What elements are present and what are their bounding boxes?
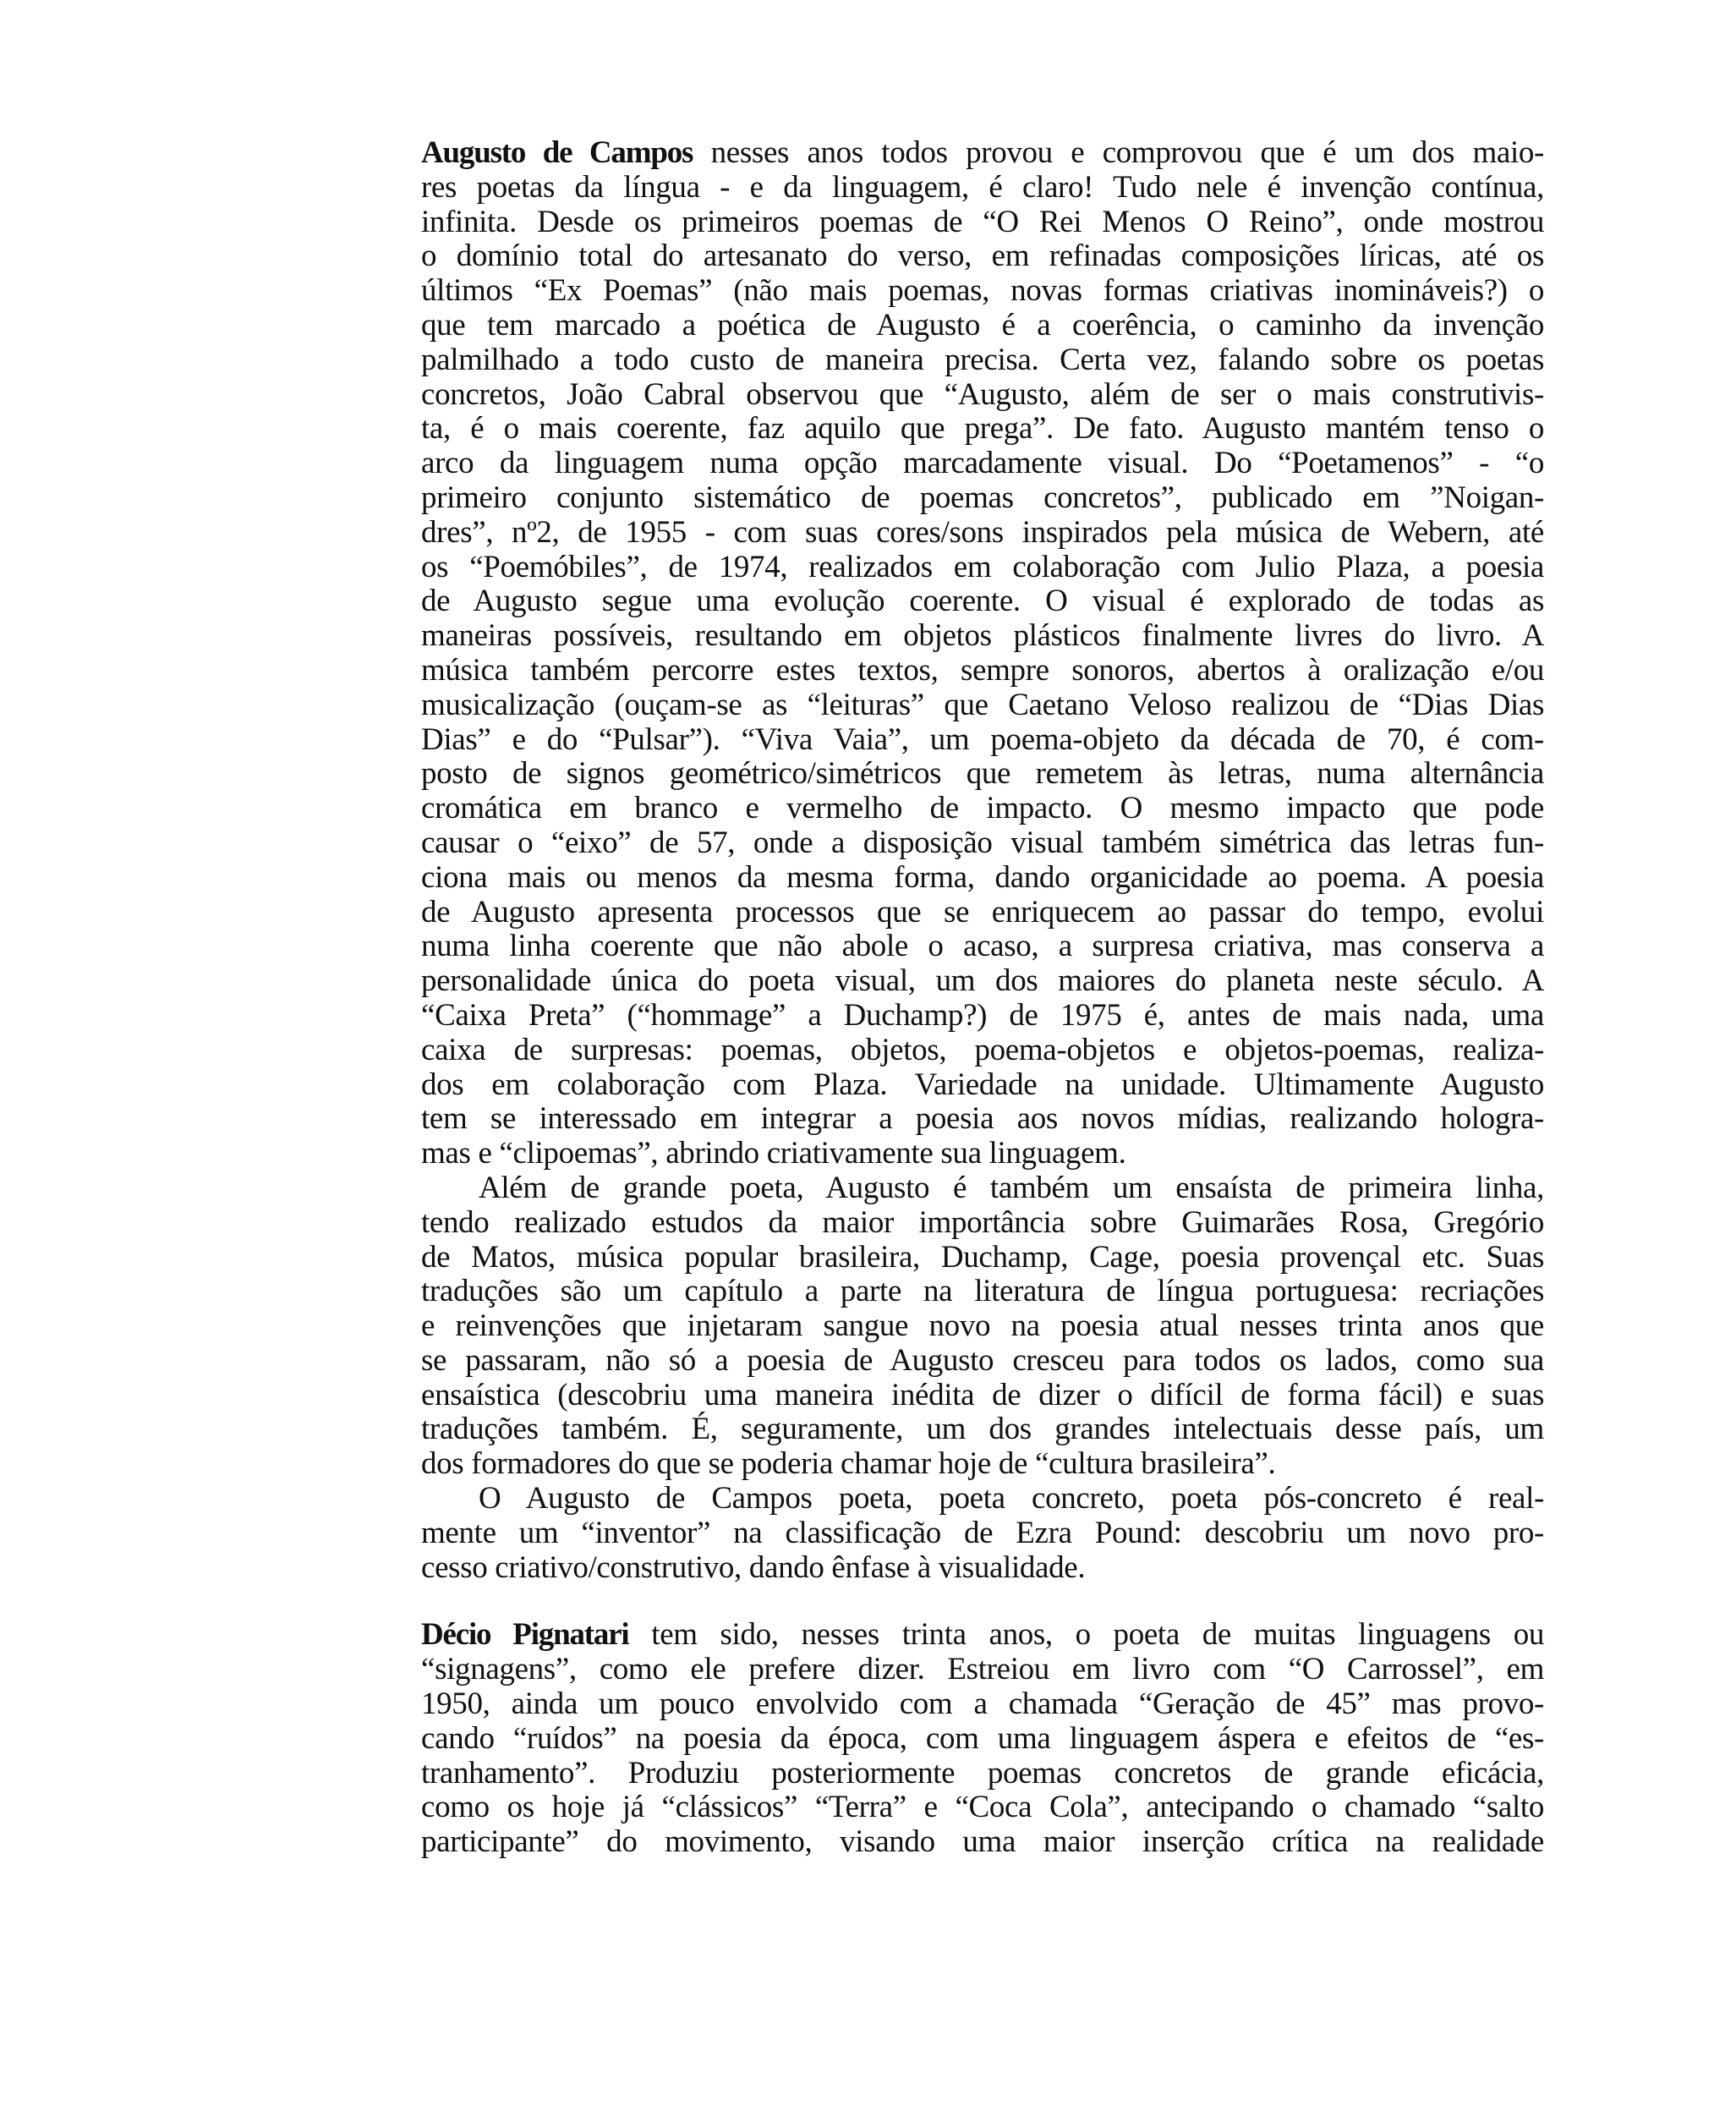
paragraph-augusto-intro — [421, 136, 1544, 1171]
text-line: palmilhado a todo custo de maneira precisa. Certa vez, falando sobre os poetas — [421, 342, 1544, 377]
text-line: como os hoje já “clássicos” “Terra” e “Coca Cola”, antecipando o chamado “salto — [421, 1790, 1544, 1825]
text-line: 1950, ainda um pouco envolvido com a chamada “Geração de 45” mas provo- — [421, 1686, 1544, 1722]
text-line: participante” do movimento, visando uma maior inserção crítica na realidade — [421, 1824, 1544, 1860]
text-line: mente um “inventor” na classificação de Ezra Pound: descobriu um novo pro- — [421, 1515, 1544, 1550]
text-line: música também percorre estes textos, sempre sonoros, abertos à oralização e/ou — [421, 652, 1544, 688]
text-line: os “Poemóbiles”, de 1974, realizados em colaboração com Julio Plaza, a poesia — [421, 549, 1544, 584]
text-line: causar o “eixo” de 57, onde a disposição visual também simétrica das letras fun- — [421, 825, 1544, 860]
text-line: dos em colaboração com Plaza. Variedade na unidade. Ultimamente Augusto — [421, 1067, 1544, 1102]
text-line: caixa de surpresas: poemas, objetos, poema-objetos e objetos-poemas, realiza- — [421, 1032, 1544, 1067]
text-line: se passaram, não só a poesia de Augusto cresceu para todos os lados, como sua — [421, 1342, 1544, 1378]
paragraph-augusto-ensaista — [421, 1171, 1544, 1482]
text-line: ta, é o mais coerente, faz aquilo que prega”. De fato. Augusto mantém tenso o — [421, 411, 1544, 447]
text-line: que tem marcado a poética de Augusto é a coerência, o caminho da invenção — [421, 307, 1544, 343]
text-line: ciona mais ou menos da mesma forma, dando organicidade ao poema. A poesia — [421, 859, 1544, 895]
text-line: O Augusto de Campos poeta, poeta concreto, poeta pós-concreto é real- — [479, 1481, 1544, 1516]
lead-name-augusto: Augusto de Campos — [421, 135, 693, 170]
text-line: arco da linguagem numa opção marcadamente visual. Do “Poetamenos” - “o — [421, 446, 1544, 481]
text-line: cesso criativo/construtivo, dando ênfase à visualidade. — [421, 1549, 1086, 1585]
text-line: de Augusto segue uma evolução coerente. O visual é explorado de todas as — [421, 584, 1544, 619]
text-line: e reinvenções que injetaram sangue novo na poesia atual nesses trinta anos que — [421, 1308, 1544, 1344]
text-line: Décio Pignatari tem sido, nesses trinta anos, o poeta de muitas linguagens ou — [421, 1617, 1545, 1653]
text-line: numa linha coerente que não abole o acaso, a surpresa criativa, mas conserva a — [421, 929, 1544, 964]
text-line: Augusto de Campos nesses anos todos provou e comprovou que é um dos maio- — [421, 135, 1544, 170]
text-line: “signagens”, como ele prefere dizer. Estreiou em livro com “O Carrossel”, em — [421, 1652, 1544, 1687]
text-line: dos formadores do que se poderia chamar hoje de “cultura brasileira”. — [421, 1446, 1276, 1482]
text-line: últimos “Ex Poemas” (não mais poemas, novas formas criativas inomináveis?) o — [421, 273, 1544, 309]
text-line: personalidade única do poeta visual, um dos maiores do planeta neste século. A — [421, 963, 1544, 999]
text-line: de Matos, música popular brasileira, Duchamp, Cage, poesia provençal etc. Suas — [421, 1239, 1544, 1275]
text-line: posto de signos geométrico/simétricos que remetem às letras, numa alternância — [421, 756, 1544, 792]
paragraph-augusto-inventor — [421, 1482, 1544, 1585]
text-line: Dias” e do “Pulsar”). “Viva Vaia”, um poema-objeto da década de 70, é com- — [421, 721, 1544, 757]
text-line: primeiro conjunto sistemático de poemas concretos”, publicado em ”Noigan- — [421, 480, 1544, 515]
text-line: dres”, nº2, de 1955 - com suas cores/sons inspirados pela música de Webern, até — [421, 514, 1544, 550]
text-line: maneiras possíveis, resultando em objetos plásticos finalmente livres do livro. A — [421, 618, 1544, 654]
text-line: “Caixa Preta” (“hommage” a Duchamp?) de 1975 é, antes de mais nada, uma — [421, 997, 1544, 1033]
text-line: tem se interessado em integrar a poesia aos novos mídias, realizando hologra- — [421, 1101, 1544, 1137]
text-line: tendo realizado estudos da maior importância sobre Guimarães Rosa, Gregório — [421, 1204, 1544, 1240]
lead-name-decio: Décio Pignatari — [421, 1617, 629, 1653]
text-line: res poetas da língua - e da linguagem, é claro! Tudo nele é invenção contínua, — [421, 169, 1544, 205]
text-line: musicalização (ouçam-se as “leituras” que Caetano Veloso realizou de “Dias Dias — [421, 687, 1544, 722]
text-line: mas e “clipoemas”, abrindo criativamente sua linguagem. — [421, 1136, 1126, 1171]
text-line: traduções são um capítulo a parte na literatura de língua portuguesa: recriações — [421, 1274, 1544, 1309]
text-line: traduções também. É, seguramente, um dos grandes intelectuais desse país, um — [421, 1412, 1544, 1447]
article-body — [421, 136, 1544, 1860]
text-line: tranhamento”. Produziu posteriormente poemas concretos de grande eficácia, — [421, 1755, 1544, 1791]
text-line: ensaística (descobriu uma maneira inédita de dizer o difícil de forma fácil) e suas — [421, 1377, 1544, 1412]
text-line: o domínio total do artesanato do verso, em refinadas composições líricas, até os — [421, 239, 1544, 274]
text-line: cromática em branco e vermelho de impacto. O mesmo impacto que pode — [421, 791, 1544, 826]
text-line: de Augusto apresenta processos que se enriquecem ao passar do tempo, evolui — [421, 894, 1544, 930]
text-line: Além de grande poeta, Augusto é também um ensaísta de primeira linha, — [479, 1170, 1544, 1205]
text-line: concretos, João Cabral observou que “Augusto, além de ser o mais construtivis- — [421, 376, 1544, 412]
text-line: infinita. Desde os primeiros poemas de “O Rei Menos O Reino”, onde mostrou — [421, 204, 1544, 239]
text-line: cando “ruídos” na poesia da época, com uma linguagem áspera e efeitos de “es- — [421, 1720, 1544, 1756]
paragraph-decio-intro — [421, 1618, 1544, 1860]
